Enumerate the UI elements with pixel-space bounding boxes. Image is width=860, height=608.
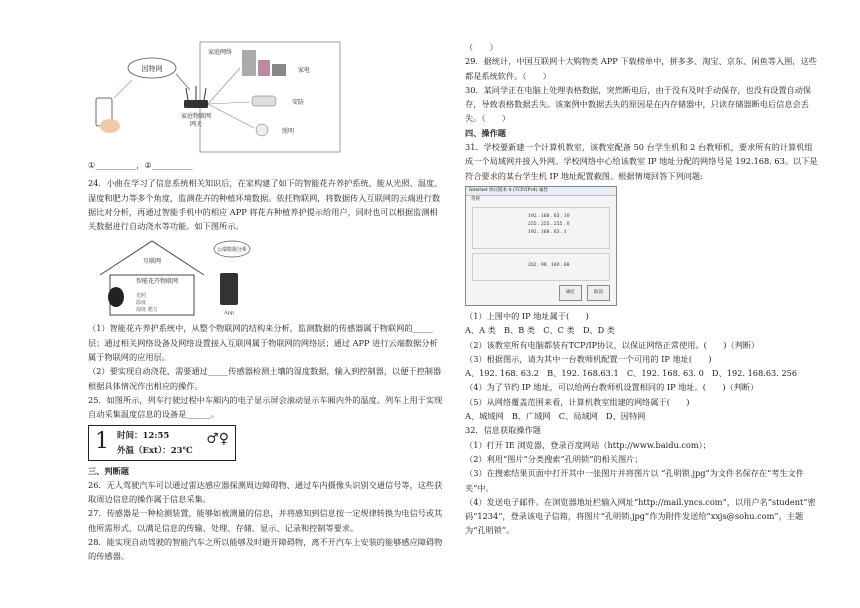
left-column: [88, 40, 443, 564]
flower-system-svg: [96, 235, 256, 317]
svg-text:App: App: [223, 310, 235, 317]
question-24-1: （1）智能花卉养护系统中，从整个物联网的结构来分析，监测数据的传感器属于物联网的_____层；通过相关网络设备及网络设置接入互联网属于物联网的网络层；通过 APP 进行云端数据分析属于物联网的应用层。: [88, 323, 438, 363]
svg-text:网关: 网关: [189, 121, 203, 128]
smart-home-diagram: [92, 40, 443, 158]
display-number: 1: [95, 428, 109, 454]
right-column: [465, 40, 820, 538]
question-24: 24．小曲在学习了信息系统相关知识后，在家构建了如下的智能花卉养护系统，能从光照、温度、湿度和肥力等多个角度，监测花卉的种植环境数据。依托物联网，将数据传入互联网的云端进行数据比对分析，再通过智能手机中的相应 APP 将花卉种植养护提示给用户，同时也可以根据监测相关数据进行自动浇水等功能。如下图所示。: [88, 178, 443, 232]
subnet-mask-value: 255 . 255 . 255 . 0: [528, 221, 570, 227]
question-28-tail: （ ）: [465, 42, 498, 52]
svg-text:互联网: 互联网: [142, 258, 162, 266]
question-31: 31．学校要新建一个计算机教室，该教室配备 50 台学生机和 2 台教师机，要求所有的计算机组成一个局域网并接入外网。学校网络中心给该教室 IP 地址分配的网络号是 192.168. 63。以下是符合要求的某台学生机 IP 地址配置截图。根据情境回答下列问题:: [465, 142, 818, 181]
smart-flower-diagram: [96, 235, 443, 317]
question-31-3-options: A、192. 168. 63.2 B、192. 168.63.1 C、192. 168. 63. 0 D、192. 168.63. 256: [465, 368, 798, 379]
blanks-line: ①__________，②__________: [88, 160, 193, 170]
question-31-1-options: A、A 类 B、B 类 C、C 类 D、D 类: [465, 325, 615, 336]
display-temp: 外温（Ext）：23℃: [117, 445, 193, 456]
question-32-1: （1）打开 IE 浏览器，登录百度网站（http://www.baidu.com）；: [465, 439, 711, 450]
dns-value: 202 . 98 . 160 . 68: [528, 262, 570, 268]
svg-text:温度: 温度: [136, 300, 147, 307]
svg-text:湿度 肥力: 湿度 肥力: [136, 307, 158, 314]
question-32-2: （2）利用“图片”分类搜索“孔明锁”的相关图片；: [465, 453, 643, 464]
question-32-4: （4）发送电子邮件。在浏览器地址栏输入网址“http://mail.yncs.com”，以用户名“student”密码“1234”，登录该电子信箱，将图片“孔明锁.jpg”作为附件发送给“xxjs@sohu.com”，主题为“孔明锁”。: [465, 496, 816, 536]
internet-label: 因特网: [141, 65, 163, 73]
svg-text:安防: 安防: [292, 99, 305, 106]
section-4-heading: 四、操作题: [465, 127, 506, 138]
question-27: 27．传感器是一种检测装置，能够如被测量的信息，并将感知到信息按一定规律转换为电信号或其他所需形式，以满足信息的传输、处理、存储、显示、记录和控制等要求。: [88, 508, 443, 533]
question-32: 32．信息获取操作题: [465, 425, 541, 436]
question-31-1: （1）上图中的 IP 地址属于( ): [465, 310, 589, 321]
dialog-tab: 常规: [471, 196, 480, 202]
svg-text:光照: 光照: [136, 293, 147, 300]
question-31-5-options: A、城域网 B、广域网 C、局域网 D、因特网: [465, 411, 646, 422]
train-display: [88, 425, 236, 461]
smart-home-svg: [92, 40, 352, 158]
dialog-title: Internet 协议版本 4 (TCP/IPv4) 属性: [466, 187, 616, 196]
restroom-icon: ♂♀: [206, 430, 229, 447]
ip-config-screenshot: [465, 186, 617, 306]
gateway-value: 192 . 168 . 63 . 1: [528, 229, 567, 235]
question-24-2: （2）要实现自动浇花，需要通过_____传感器检测土壤的湿度数据，输入到控制器，以便于控制器根据具体情况作出相应的操作。: [88, 366, 442, 391]
cancel-button[interactable]: 取消: [587, 285, 610, 301]
question-26: 26．无人驾驶汽车可以通过雷达感应器探测周边障碍物、通过车内摄像头识别交通信号等，这些获取周边信息的操作属于信息采集。: [88, 479, 443, 505]
question-25: 25．如图所示，列车行驶过程中车厢内的电子显示屏会滚动显示车厢内外的温度。列车上用于实现自动采集温度信息的设备是______。: [88, 394, 443, 420]
question-31-3: （3）根据图示，请为其中一台教师机配置一个可用的 IP 地址( ): [465, 353, 712, 364]
question-29: 29．据统计，中国互联网十大购物类 APP 下载榜单中，拼多多、淘宝、京东、闲鱼等入围，这些都是系统软件。（ ）: [465, 56, 817, 81]
ok-button[interactable]: 确定: [559, 285, 582, 301]
question-31-4: （4）为了节约 IP 地址，可以给两台教师机设置相同的 IP 地址。( )（判断）: [465, 382, 759, 393]
svg-text:家庭网络: 家庭网络: [208, 49, 233, 56]
section-3-heading: 三、判断题: [88, 465, 129, 476]
svg-text:智能花卉物联网: 智能花卉物联网: [136, 278, 179, 286]
question-30: 30．某同学正在电脑上处理表格数据，突然断电后，由于没有及时手动保存，也没有设置自动保存，导致表格数据丢失。该案例中数据丢失的原因是在内存储器中，只读存储器断电后信息会丢失。（ ）: [465, 84, 812, 124]
display-time: 时间：12:55: [117, 430, 170, 441]
question-31-5: （5）从网络覆盖范围来看，计算机教室组建的网络属于( ): [465, 396, 690, 407]
svg-text:家电: 家电: [298, 67, 311, 74]
svg-text:云端数据分析: 云端数据分析: [216, 247, 248, 254]
question-28: 28．能实现自动驾驶的智能汽车之所以能够及时避开障碍物，离不开汽车上安装的能够感应障碍物的传感器。: [88, 537, 443, 562]
svg-text:照明: 照明: [282, 128, 295, 135]
question-32-3: （3）在搜索结果页面中打开其中一张图片并将图片以 “孔明锁.jpg”为文件名保存在“考生文件夹”中。: [465, 468, 804, 493]
svg-text:家庭物联网: 家庭物联网: [180, 113, 212, 120]
question-31-2: （2）该教室所有电脑都装有TCP/IP协议，以保证网络正常使用。( )（判断）: [465, 339, 760, 350]
ip-address-value: 192 . 168 . 63 . 10: [528, 213, 570, 219]
